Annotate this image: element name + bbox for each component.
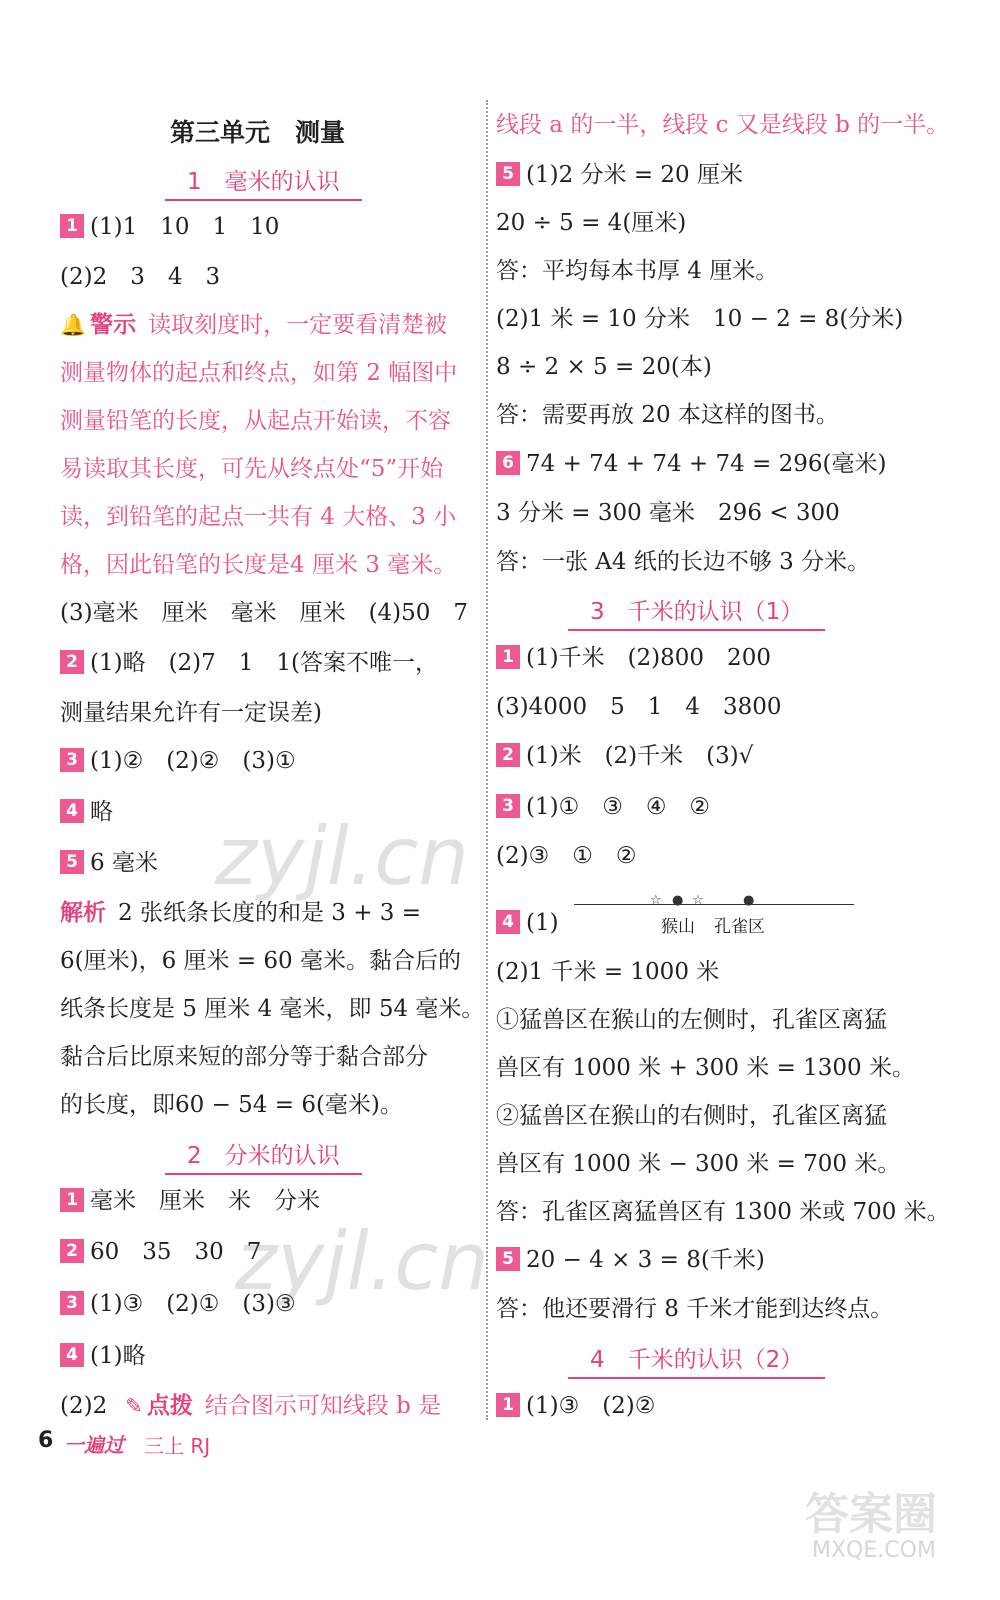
question-number-badge: 2 [60, 650, 84, 674]
question-number-badge: 3 [60, 1291, 84, 1315]
q5-line-5: 8 ÷ 2 × 5 = 20(本) [496, 354, 712, 380]
s3-answer-3-b: (2)③ ① ② [496, 843, 637, 869]
question-number-badge: 1 [60, 214, 84, 238]
tip-text: 结合图示可知线段 b 是 [204, 1393, 442, 1419]
section-title-1: 1 毫米的认识 [165, 163, 362, 201]
section-title-4: 4 千米的认识（2） [568, 1341, 825, 1379]
answer-text: (1)① ③ ④ ② [526, 794, 711, 820]
unit-title: 第三单元 测量 [170, 118, 346, 147]
distance-figure [496, 890, 926, 946]
answer-text: (1)略 [90, 1343, 146, 1369]
tip-tag: 点拨 [146, 1393, 193, 1419]
warning-text: 读取刻度时，一定要看清楚被 [148, 312, 448, 338]
analysis-text: 2 张纸条长度的和是 3 + 3 = [118, 900, 421, 926]
q5-line-4: (2)1 米 = 10 分米 10 − 2 = 8(分米) [496, 306, 904, 332]
s2-answer-4b [60, 1391, 441, 1421]
s3-q4-line-2: ①猛兽区在猴山的左侧时，孔雀区离猛 [496, 1007, 887, 1033]
question-number-badge: 2 [496, 743, 520, 767]
answer-1-c: (3)毫米 厘米 毫米 厘米 (4)50 7 [60, 600, 469, 626]
s3-answer-1-a [496, 643, 771, 673]
question-number-badge: 5 [496, 1247, 520, 1271]
answer-text: 74 + 74 + 74 + 74 = 296(毫米) [526, 451, 887, 477]
question-number-badge: 2 [60, 1239, 84, 1263]
s3-q4-line-1: (2)1 千米 = 1000 米 [496, 959, 720, 985]
answer-text: 6 毫米 [90, 850, 158, 876]
s3-answer-3-a [496, 792, 710, 822]
s3-answer-2 [496, 741, 753, 771]
q6-line-3: 答：一张 A4 纸的长边不够 3 分米。 [496, 549, 871, 575]
s3-q5-line-2: 答：他还要滑行 8 千米才能到达终点。 [496, 1296, 894, 1322]
watermark-4: MXQE.COM [812, 1538, 936, 1563]
question-number-badge: 1 [496, 1393, 520, 1417]
pen-icon: ✎ [125, 1394, 143, 1418]
s2-answer-1 [60, 1186, 320, 1216]
answer-text: (1)③ (2)② [526, 1393, 656, 1419]
answer-1-a [60, 212, 279, 242]
question-number-badge: 3 [60, 748, 84, 772]
answer-text: (2)2 [60, 1393, 108, 1419]
q5-line-1 [496, 160, 743, 190]
star-icon: ☆ [692, 893, 704, 908]
answer-4 [60, 797, 113, 827]
grade-label: 三上 RJ [144, 1434, 211, 1458]
answer-2-a [60, 648, 438, 678]
warning-line-5: 读，到铅笔的起点一共有 4 大格、3 小 [60, 504, 457, 530]
question-number-badge: 1 [60, 1188, 84, 1212]
answer-text: 毫米 厘米 米 分米 [90, 1188, 320, 1214]
question-number-badge: 4 [60, 799, 84, 823]
figure-label-monkey-hill: 猴山 [661, 917, 695, 937]
bell-icon: 🔔 [60, 313, 87, 337]
s3-q4-line-3: 兽区有 1000 米 + 300 米 = 1300 米。 [496, 1055, 915, 1081]
q6-line-1 [496, 449, 887, 479]
page-number: 6 [38, 1428, 54, 1453]
s3-q4-line-5: 兽区有 1000 米 − 300 米 = 700 米。 [496, 1151, 901, 1177]
answer-text: (1)米 (2)千米 (3)√ [526, 743, 754, 769]
watermark-2: zyjl.cn [235, 1215, 489, 1308]
s3-q4-line-6: 答：孔雀区离猛兽区有 1300 米或 700 米。 [496, 1199, 950, 1225]
question-number-badge: 5 [496, 162, 520, 186]
q5-line-2: 20 ÷ 5 = 4(厘米) [496, 210, 687, 236]
s2-answer-2 [60, 1237, 261, 1267]
answer-1-b: (2)2 3 4 3 [60, 264, 221, 290]
brand-logo: 一遍过 [64, 1433, 124, 1457]
question-number-badge: 4 [496, 910, 520, 934]
answer-text: 略 [90, 799, 113, 825]
answer-text: 20 − 4 × 3 = 8(千米) [526, 1247, 765, 1273]
analysis-line-2: 6(厘米)，6 厘米 = 60 毫米。黏合后的 [60, 948, 461, 974]
q5-line-3: 答：平均每本书厚 4 厘米。 [496, 258, 779, 284]
warning-line-3: 测量铅笔的长度，从起点开始读，不容 [60, 408, 451, 434]
answer-text: (1)② (2)② (3)① [90, 748, 296, 774]
s3-q5-line-1 [496, 1245, 765, 1275]
star-icon: ☆ [650, 893, 662, 908]
answer-text: 60 35 30 7 [90, 1239, 262, 1265]
watermark-3: 答案圈 [805, 1489, 937, 1540]
analysis-tag: 解析 [60, 900, 106, 926]
answer-text: (1) [526, 910, 559, 936]
question-number-badge: 6 [496, 451, 520, 475]
warning-line-1 [60, 310, 447, 340]
answer-3 [60, 746, 296, 776]
watermark-1: zyjl.cn [215, 810, 469, 903]
analysis-line-3: 纸条长度是 5 厘米 4 毫米，即 54 毫米。 [60, 996, 485, 1022]
section-title-3: 3 千米的认识（1） [568, 593, 825, 631]
s3-answer-4-a [496, 908, 559, 938]
question-number-badge: 1 [496, 645, 520, 669]
question-number-badge: 3 [496, 794, 520, 818]
warning-tag: 警示 [90, 312, 137, 338]
answer-text: (1)1 10 1 10 [90, 214, 280, 240]
q6-line-2: 3 分米 = 300 毫米 296 < 300 [496, 500, 840, 526]
figure-label-peacock-area: 孔雀区 [714, 917, 765, 937]
answer-text: (1)③ (2)① (3)③ [90, 1291, 296, 1317]
warning-line-6: 格，因此铅笔的长度是4 厘米 3 毫米。 [60, 552, 457, 578]
tip-continuation: 线段 a 的一半，线段 c 又是线段 b 的一半。 [496, 112, 950, 138]
dot-icon: ● [743, 893, 755, 908]
warning-line-4: 易读取其长度，可先从终点处“5”开始 [60, 456, 444, 482]
answer-text: (1)千米 (2)800 200 [526, 645, 771, 671]
answer-5 [60, 848, 158, 878]
s3-answer-1-b: (3)4000 5 1 4 3800 [496, 694, 782, 720]
figure-line [574, 904, 854, 905]
dot-icon: ● [672, 893, 684, 908]
s2-answer-4 [60, 1341, 146, 1371]
section-title-2: 2 分米的认识 [165, 1137, 362, 1175]
analysis-line-5: 的长度，即60 − 54 = 6(毫米)。 [60, 1092, 403, 1118]
s4-answer-1 [496, 1391, 655, 1421]
answer-text: (1)2 分米 = 20 厘米 [526, 162, 743, 188]
question-number-badge: 4 [60, 1343, 84, 1367]
answer-text: (1)略 (2)7 1 1(答案不唯一， [90, 650, 439, 676]
s3-q4-line-4: ②猛兽区在猴山的右侧时，孔雀区离猛 [496, 1103, 887, 1129]
q5-line-6: 答：需要再放 20 本这样的图书。 [496, 402, 839, 428]
warning-line-2: 测量物体的起点和终点，如第 2 幅图中 [60, 360, 458, 386]
answer-2-b: 测量结果允许有一定误差) [60, 700, 322, 726]
analysis-line-4: 黏合后比原来短的部分等于黏合部分 [60, 1044, 428, 1070]
question-number-badge: 5 [60, 850, 84, 874]
